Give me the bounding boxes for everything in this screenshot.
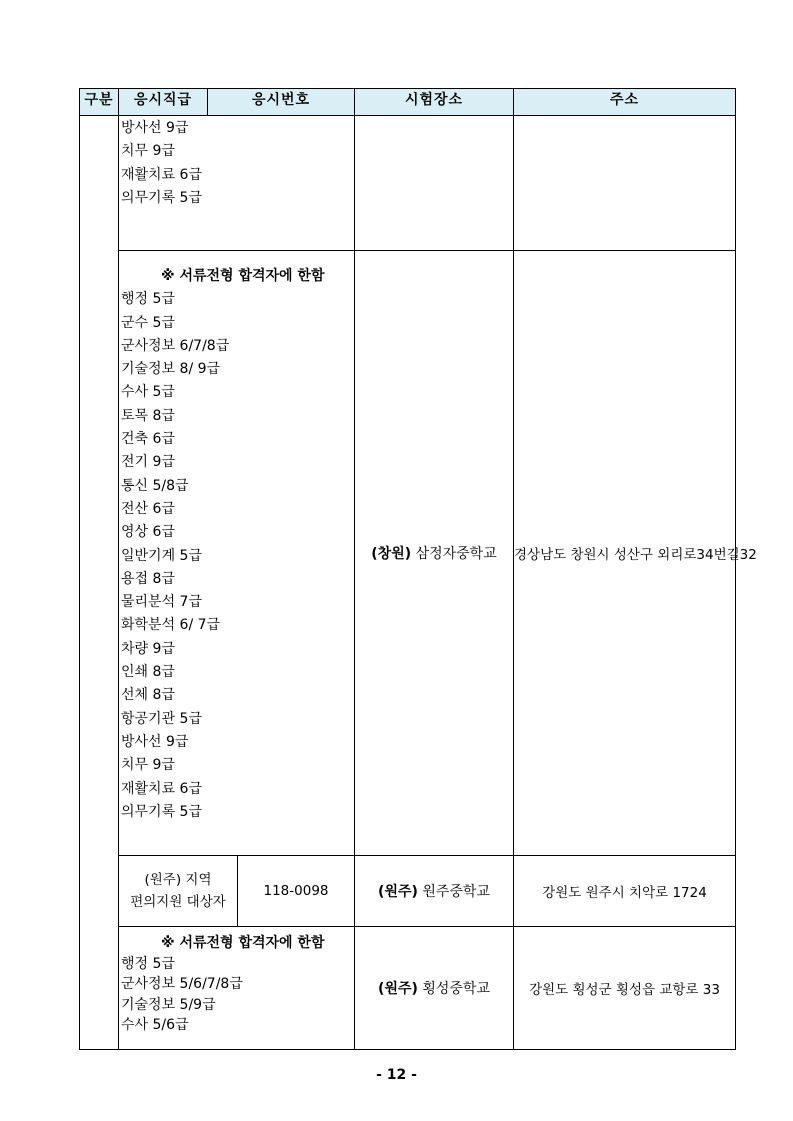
grade-item: 방사선 9급 [121,733,189,750]
grade-item: 수사 5급 [121,384,175,401]
grade-item: 물리분석 7급 [121,594,202,611]
page-number: - 12 - [376,1067,417,1083]
grade-item: 군사정보 5/6/7/8급 [121,976,243,992]
grade-item: 의무기록 5급 [121,803,202,820]
grade-item: 기술정보 5/9급 [121,996,216,1013]
grade-list-cell [119,927,355,1050]
venue-cell [355,927,514,1050]
grade-item: 방사선 9급 [121,120,189,136]
grade-line-1: (원주) 지역 [144,872,212,888]
table-row [80,251,736,856]
header-grade: 응시직급 [119,89,208,116]
number-cell: 118-0098 [238,856,355,927]
venue-cell [355,116,514,251]
header-gubun: 구분 [80,89,119,116]
grade-item: 용접 8급 [121,570,175,587]
grade-item: 일반기계 5급 [121,547,202,564]
grade-item: 인쇄 8급 [121,664,175,681]
address-cell: 강원도 원주시 치악로 1724 [514,856,736,927]
grade-item: 수사 5/6급 [121,1017,189,1033]
address-cell [514,116,736,251]
address-cell: 경상남도 창원시 성산구 외리로34번길32 [514,251,736,856]
grade-item: 재활치료 6급 [121,780,202,797]
venue-cell [355,251,514,856]
grade-item: 화학분석 6/ 7급 [121,617,221,634]
table-header-row [80,89,736,116]
venue-name: 횡성중학교 [417,981,490,997]
grade-item: 항공기관 5급 [121,710,202,727]
grade-list-cell [119,116,355,251]
grade-item: 의무기록 5급 [121,189,202,206]
table-row [80,927,736,1050]
table-row [80,856,736,927]
header-address: 주소 [514,89,736,116]
grade-item: 행정 5급 [121,955,175,972]
grade-item: 전산 6급 [121,500,175,517]
grade-item: 토목 8급 [121,407,175,424]
header-number: 응시번호 [208,89,355,116]
grade-item: 군수 5급 [121,314,175,331]
venue-region: (창원) [371,546,412,562]
grade-cell [119,856,238,927]
venue-name: 원주중학교 [417,884,490,900]
grade-item: 전기 9급 [121,454,175,471]
grade-item: 선체 8급 [121,687,175,704]
grade-item: 치무 9급 [121,757,175,774]
grade-list-cell [119,251,355,856]
grade-list [119,251,354,824]
grade-item: 통신 5/8급 [121,477,189,494]
grade-item: 건축 6급 [121,431,175,448]
grade-item: 영상 6급 [121,524,175,541]
address-cell: 강원도 횡성군 횡성읍 교항로 33 [514,927,736,1050]
venue-cell [355,856,514,927]
grade-line-2: 편의지원 대상자 [130,894,226,910]
grade-list [119,116,354,210]
venue-region: (원주) [378,981,418,997]
venue-name: 삼정자중학교 [411,546,497,562]
grade-item: 차량 9급 [121,640,175,657]
header-venue: 시험장소 [355,89,514,116]
venue-region: (원주) [378,884,418,900]
grade-item: 치무 9급 [121,143,175,160]
grade-item: 재활치료 6급 [121,166,202,183]
grade-item: 행정 5급 [121,291,175,308]
exam-venue-table [79,88,757,1050]
screening-note: ※ 서류전형 합격자에 한함 [161,268,325,284]
gubun-cell [80,116,119,1050]
screening-note: ※ 서류전형 합격자에 한함 [161,935,325,951]
grade-list [119,927,354,1036]
grade-item: 기술정보 8/ 9급 [121,361,221,378]
grade-item: 군사정보 6/7/8급 [121,337,230,354]
table-row [80,116,736,251]
